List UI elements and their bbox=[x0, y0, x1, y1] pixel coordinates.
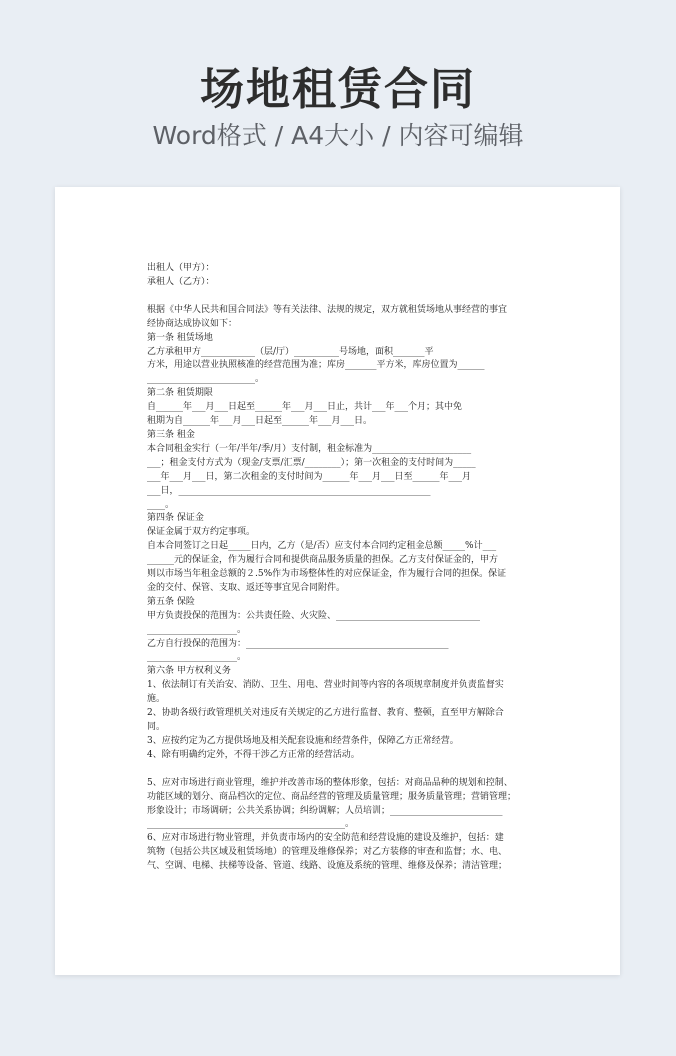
document-line: ___；租金支付方式为（现金/支票/汇票/________）；第一次租金的支付时间为_____ bbox=[147, 457, 476, 468]
document-line: ____________________________________________。 bbox=[147, 819, 355, 830]
document-body bbox=[147, 262, 531, 874]
document-line: 自本合同签订之日起_____日内，乙方（是/否）应支付本合同约定租金总额_____%计___ bbox=[147, 541, 497, 552]
document-line: 承租人（乙方）： bbox=[147, 276, 215, 287]
document-line: 甲方负责投保的范围为：公共责任险、火灾险、________________________________ bbox=[147, 610, 481, 621]
document-line: 第五条 保险 bbox=[147, 596, 195, 607]
document-line: 金的交付、保管、支取、返还等事宜见合同附件。 bbox=[147, 582, 346, 593]
document-line: 第六条 甲方权利义务 bbox=[147, 666, 231, 677]
document-line: 5、应对市场进行商业管理，维护并改善市场的整体形象，包括：对商品品种的规划和控制、 bbox=[147, 777, 513, 788]
document-line: 保证金属于双方约定事项。 bbox=[147, 527, 256, 538]
document-line: 1、依法制订有关治安、消防、卫生、用电、营业时间等内容的各项规章制度并负责监督实 bbox=[147, 680, 504, 691]
document-line: 2、协助各级行政管理机关对违反有关规定的乙方进行监督、教育、整顿，直至甲方解除合 bbox=[147, 708, 504, 719]
document-line: 出租人（甲方）： bbox=[147, 263, 215, 273]
document-line: 6、应对市场进行物业管理，并负责市场内的安全防范和经营设施的建设及维护，包括：建 bbox=[147, 833, 504, 844]
document-line: 根据《中华人民共和国合同法》等有关法律、法规的规定，双方就租赁场地从事经营的事宜 bbox=[147, 304, 508, 315]
document-line: 同。 bbox=[147, 722, 166, 732]
document-line: 方米，用途以营业执照核准的经营范围为准；库房_______平方米，库房位置为______ bbox=[147, 360, 485, 371]
document-line: 3、应按约定为乙方提供场地及相关配套设施和经营条件，保障乙方正常经营。 bbox=[147, 735, 459, 746]
document-line: ________________________。 bbox=[147, 374, 265, 385]
document-line: ____________________。 bbox=[147, 652, 247, 663]
document-line: 第三条 租金 bbox=[147, 429, 195, 440]
document-line: 第四条 保证金 bbox=[147, 513, 204, 524]
document-line: 经协商达成协议如下： bbox=[147, 318, 238, 329]
document-line: 功能区域的划分、商品档次的定位、商品经营的管理及质量管理；服务质量管理；营销管理； bbox=[147, 791, 517, 802]
document-line: 乙方承租甲方____________（层/厅）__________号场地，面积_______平 bbox=[147, 346, 434, 357]
page-subtitle: Word格式 / A4大小 / 内容可编辑 bbox=[152, 121, 524, 150]
document-line: ___日，________________________________________________________ bbox=[147, 485, 431, 496]
page-title: 场地租赁合同 bbox=[200, 64, 476, 115]
document-line: ___年___月___日，第二次租金的支付时间为______年___月___日至______年___月 bbox=[147, 471, 472, 482]
document-line: ______元的保证金，作为履行合同和提供商品服务质量的担保。乙方支付保证金的，甲方 bbox=[147, 555, 499, 566]
blank-line bbox=[147, 763, 531, 777]
document-line: 4、除有明确约定外，不得干涉乙方正常的经营活动。 bbox=[147, 749, 360, 760]
document-line: 本合同租金实行（一年/半年/季/月）支付制，租金标准为______________________ bbox=[147, 443, 472, 454]
document-line: 乙方自行投保的范围为：_____________________________________________ bbox=[147, 638, 449, 649]
document-line: 气、空调、电梯、扶梯等设备、管道、线路、设施及系统的管理、维修及保养；清洁管理； bbox=[147, 861, 508, 872]
document-line: 形象设计；市场调研；公共关系协调；纠纷调解；人员培训；_________________________ bbox=[147, 805, 503, 816]
blank-line bbox=[147, 290, 531, 304]
document-line: ____。 bbox=[147, 499, 175, 510]
document-line: 筑物（包括公共区域及租赁场地）的管理及维修保养；对乙方装修的审查和监督；水、电、 bbox=[147, 847, 508, 858]
document-line: 第一条 租赁场地 bbox=[147, 332, 213, 343]
document-page bbox=[55, 187, 620, 975]
document-line: 第二条 租赁期限 bbox=[147, 388, 213, 399]
document-line: ____________________。 bbox=[147, 624, 247, 635]
document-line: 租期为自______年___月___日起至______年___月___日。 bbox=[147, 416, 373, 427]
document-line: 则以市场当年租金总额的２.5%作为市场整体性的对应保证金，作为履行合同的担保。保证 bbox=[147, 569, 507, 580]
document-line: 自______年___月___日起至______年___月___日止，共计___年___个月；其中免 bbox=[147, 402, 463, 413]
document-line: 施。 bbox=[147, 694, 166, 705]
